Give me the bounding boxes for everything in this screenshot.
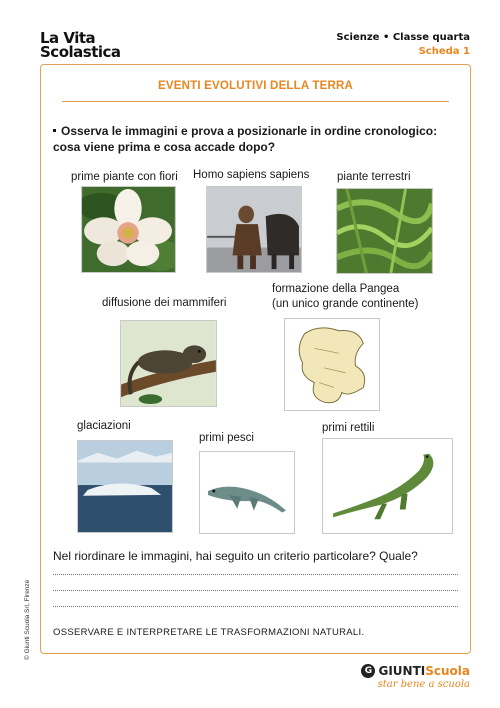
magnolia-flower-illustration	[82, 187, 175, 272]
worksheet-title: EVENTI EVOLUTIVI DELLA TERRA	[158, 80, 353, 92]
flower-image	[81, 186, 176, 273]
label-piante-terrestri: piante terrestri	[337, 171, 411, 183]
fern-plants-illustration	[337, 189, 432, 273]
header-info	[336, 31, 470, 59]
early-mammal-illustration	[121, 321, 216, 406]
answer-line-3	[53, 606, 458, 607]
main-question	[53, 123, 463, 155]
mammal-image	[120, 320, 217, 407]
learning-objective: OSSERVARE E INTERPRETARE LE TRASFORMAZIONI NATURALI.	[53, 627, 365, 638]
logo-line-2: Scolastica	[40, 43, 121, 61]
label-glaciazioni: glaciazioni	[77, 420, 131, 432]
brand-name-1: GIUNTI	[378, 664, 426, 678]
bullet-icon	[53, 129, 56, 132]
fish-image	[199, 451, 295, 534]
answer-line-2	[53, 590, 458, 591]
copyright-note: © Giunti Scuola Srl, Firenze	[24, 579, 31, 660]
pangea-map-image	[284, 318, 380, 411]
homo-sapiens-illustration	[207, 187, 301, 272]
label-pangea-line-2: (un unico grande continente)	[272, 298, 419, 310]
brand-tagline: star bene a scuola	[377, 679, 470, 690]
label-diffusione-mammiferi: diffusione dei mammiferi	[102, 297, 227, 309]
giunti-g-icon: G	[361, 664, 375, 678]
second-question: Nel riordinare le immagini, hai seguito un criterio particolare? Quale?	[53, 549, 418, 563]
iceberg-illustration	[78, 441, 172, 532]
label-prime-piante-con-fiori: prime piante con fiori	[71, 171, 178, 183]
reptile-image	[322, 438, 453, 534]
early-reptile-illustration	[323, 439, 452, 533]
label-pangea-line-1: formazione della Pangea	[272, 283, 400, 295]
primitive-fish-illustration	[200, 452, 294, 533]
brand-name-2: Scuola	[425, 664, 470, 678]
homo-sapiens-image	[206, 186, 302, 273]
label-homo-sapiens: Homo sapiens sapiens	[193, 169, 310, 181]
sheet-label: Scheda 1	[418, 46, 470, 57]
logo-line-1: La Vita	[40, 29, 96, 47]
glacier-image	[77, 440, 173, 533]
publisher-logo	[361, 664, 470, 678]
answer-line-1	[53, 574, 458, 575]
label-primi-pesci: primi pesci	[199, 432, 254, 444]
pangea-map-illustration	[285, 319, 379, 410]
publisher-brand	[361, 664, 470, 690]
main-question-text: Osserva le immagini e prova a posizionarle in ordine cronologico: cosa viene prima e cosa accade dopo?	[53, 124, 438, 154]
label-primi-rettili: primi rettili	[322, 422, 375, 434]
ferns-image	[336, 188, 433, 274]
subject-label: Scienze • Classe quarta	[336, 32, 470, 43]
magazine-logo	[40, 31, 121, 59]
title-divider	[62, 101, 449, 102]
